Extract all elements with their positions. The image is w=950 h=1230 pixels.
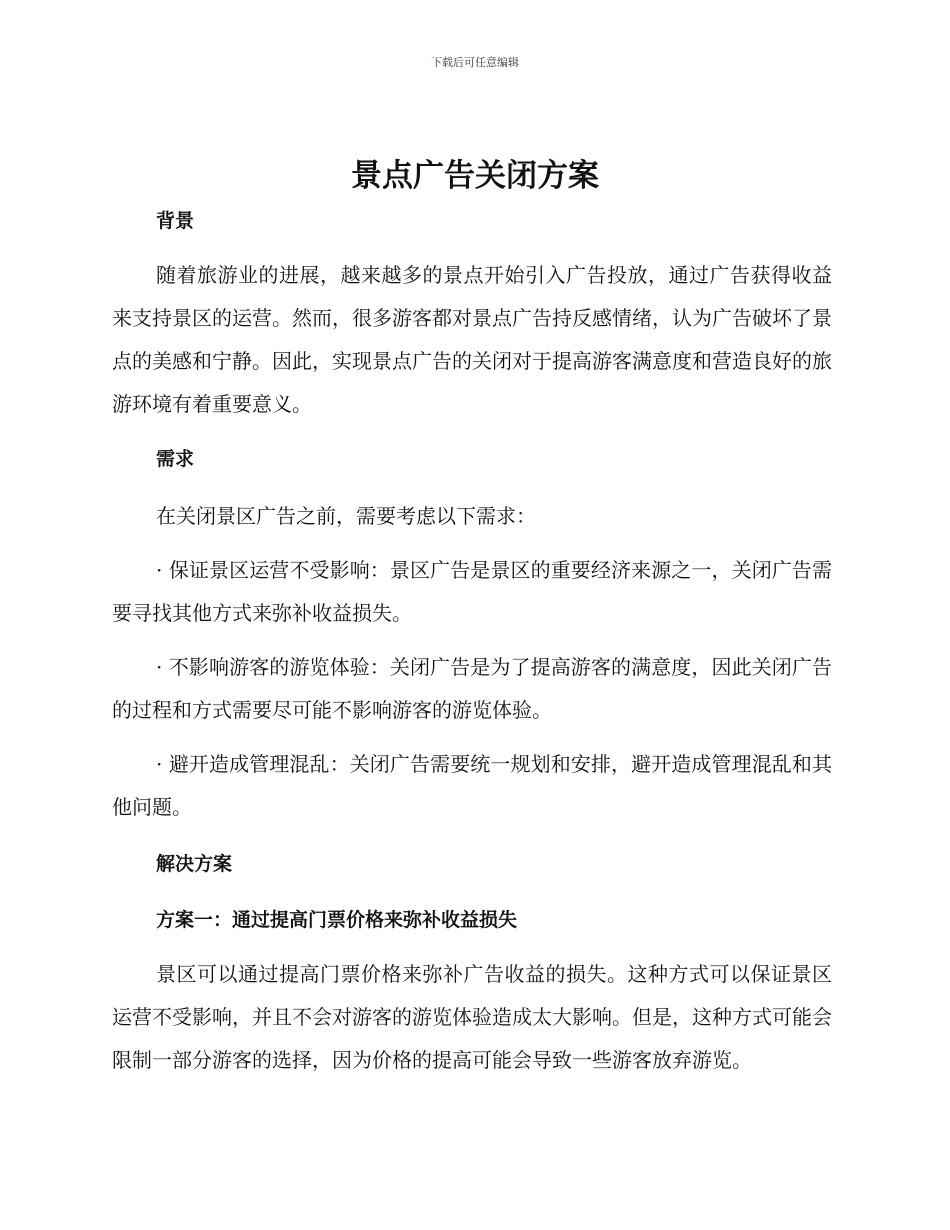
section-solutions [112,851,832,1082]
section-heading-background: 背景 [156,210,195,232]
section-requirements [112,446,832,829]
header-note: 下载后可任意编辑 [431,56,519,69]
background-paragraph: 随着旅游业的进展，越来越多的景点开始引入广告投放，通过广告获得收益来支持景区的运营。然而，很多游客都对景点广告持反感情绪，认为广告破坏了景点的美感和宁静。因此，实现景点广告的关闭对于提高游客满意度和营造良好的旅游环境有着重要意义。 [112,263,832,416]
solution-option-1-paragraph: 景区可以通过提高门票价格来弥补广告收益的损失。这种方式可以保证景区运营不受影响，并且不会对游客的游览体验造成太大影响。但是，这种方式可能会限制一部分游客的选择，因为价格的提高可能会导致一些游客放弃游览。 [112,962,832,1072]
requirement-item: · 不影响游客的游览体验：关闭广告是为了提高游客的满意度，因此关闭广告的过程和方式需要尽可能不影响游客的游览体验。 [112,655,832,722]
document-title: 景点广告关闭方案 [351,158,599,194]
solution-option-1-heading: 方案一：通过提高门票价格来弥补收益损失 [156,909,518,931]
document-body [112,208,832,1082]
requirements-intro: 在关闭景区广告之前，需要考虑以下需求： [156,504,536,528]
section-heading-solutions: 解决方案 [156,853,233,875]
requirement-item: · 避开造成管理混乱：关闭广告需要统一规划和安排，避开造成管理混乱和其他问题。 [112,752,832,819]
section-background [112,208,832,426]
section-heading-requirements: 需求 [156,448,195,470]
requirement-item: · 保证景区运营不受影响：景区广告是景区的重要经济来源之一，关闭广告需要寻找其他方式来弥补收益损失。 [112,558,832,625]
